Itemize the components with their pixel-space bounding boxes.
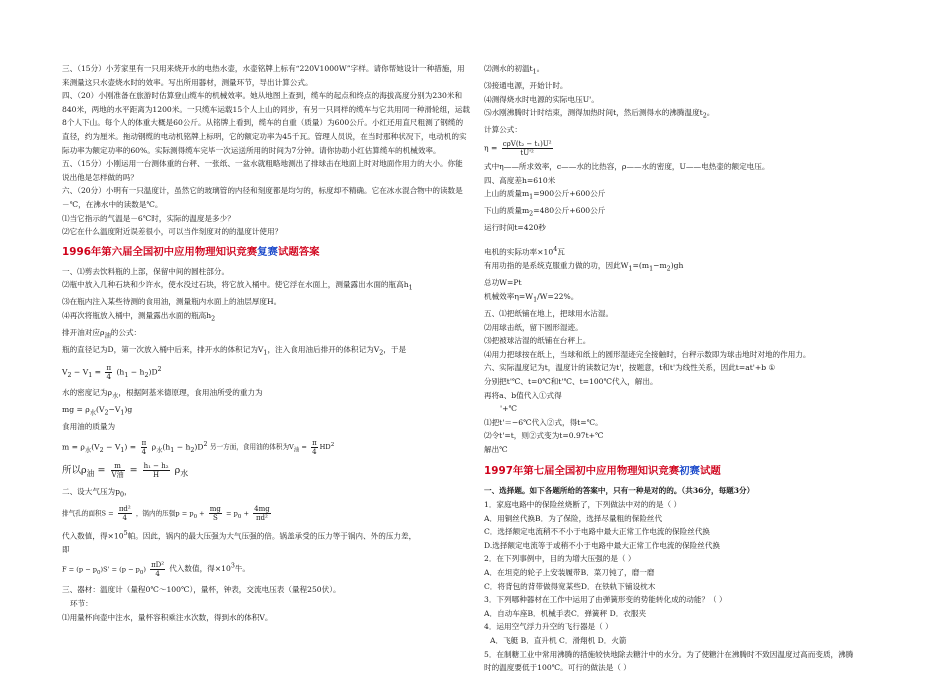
choice-q1-ab: A．用铜丝代换B．为了保险，选择尽量粗的保险丝代 — [484, 513, 663, 523]
answer-3-step-4: ⑷测得烧水时电源的实际电压U'。 — [484, 94, 599, 104]
answer-6-step-1: 六、实际温度记为t，温度计的读数记为t'，按题意，t和t'为线性关系，因此t=at'+b ① — [484, 363, 776, 373]
answer-4-useful-work: 有用功指的是系统克服重力做的功，因此$W_1=(m_1-m_2)gh$ — [484, 261, 684, 273]
answer-3-step-3: ⑶接通电源，开始计时。 — [484, 81, 568, 91]
answer-6-step-2: 分别把t'℃、t=0℃和t'℃、t=100℃代入，解出。 — [484, 376, 658, 386]
answer-section-title — [62, 243, 470, 261]
answer-1-step-8: mg = $\rho_水(V_2-V_1)g$ — [62, 405, 133, 417]
title-prefix: 1997年第七届全国初中应用物理知识竞赛 — [484, 465, 680, 478]
answer-3-step-5: ⑸水刚沸腾时计时结束，测得加热时间t，然后测得水的沸腾温度$t_2$。 — [484, 108, 715, 120]
formula-pressure: 排气孔的面积S = $\frac{\text{πd²}}{4}$ ，锅内的压强$p = p_0$ + $\frac{mg}{S}$ = $p_0$ + $\frac{4mg}{\text{πd²}}$ — [62, 504, 270, 522]
oil-volume-note: 另一方面，食用油的体积为$V_油$ = $\frac{\pi}{4}$ $HD^2$ — [209, 438, 335, 456]
answer-4-height: 四、高度差h=610米 — [484, 175, 556, 185]
exam-section-title — [484, 462, 854, 480]
answer-1-step-9: 食用油的质量为 — [62, 422, 116, 432]
answer-4-total-work: 总功W=Pt — [484, 278, 522, 288]
choice-q1-d: D.选择额定电流等于或稍不小于电路中最大正常工作电流的保险丝代换 — [484, 540, 721, 550]
answer-2-that-is: 即 — [62, 545, 70, 555]
formula-oil-density: 所以$\rho_油$ = $\frac{m}{\text{V油}}$ = $\frac{\text{h₁ − h₂}}{H}$ $\rho_水$ — [62, 462, 189, 480]
choice-q3: 3．下列哪种器材在工作中运用了由弹簧形变的势能转化成的动能？（ ） — [484, 595, 727, 605]
answer-2-result: 代入数值，得$\times 10^5$帕。因此，锅内的最大压强为大气压强的倍。锅盖承受的压力等于锅内、外的压力差， — [62, 530, 417, 541]
question-5: 五、（15分）小刚运用一台测体重的台秤、一张纸、一盆水就粗略地测出了排球击在地面上时对地面作用力的大小。你能说出他是怎样做的吗？ — [62, 159, 463, 182]
answer-5-step-1: 五、⑴把纸铺在地上，把球用水沾湿。 — [484, 308, 614, 318]
title-highlight: 复赛 — [257, 245, 278, 258]
choice-q2-ab: A．在坦克的轮子上安装履带B．菜刀钝了，磨一磨 — [484, 568, 655, 578]
choice-q2-cd: C．将背包的背带做得宽某些D．在铁轨下铺设枕木 — [484, 581, 656, 591]
right-column — [484, 62, 854, 675]
answer-4-down-mass: 下山的质量$m_2=480$公斤+600公斤 — [484, 206, 606, 218]
title-suffix: 试题 — [699, 465, 721, 478]
formula-label: 计算公式： — [484, 125, 522, 135]
answer-1-step-6: 瓶的直径记为D，第一次放入桶中后来，排开水的体积记为$V_1$，注入食用油后排开的体积记为$V_2$，于是 — [62, 345, 407, 357]
answer-6-step-7: 解出℃ — [484, 444, 508, 454]
answer-3-step-2: ⑵测水的初温$t_1$。 — [484, 64, 545, 76]
answer-1-step-7: 水的密度记为$\rho_水$，根据阿基米德原理，食用油所受的重力为 — [62, 387, 263, 400]
formula-volume-difference: $V_2 - V_1$ = $\frac{\pi}{4}$ $(h_1 - h_2)D^2$ — [62, 364, 162, 382]
answer-4-time: 运行时间t=420秒 — [484, 223, 546, 233]
answer-5-step-3: ⑶把被球沾湿的纸铺在台秤上。 — [484, 336, 591, 346]
answer-2-intro: 二、设大气压为$p_0$， — [62, 486, 132, 499]
formula-explanation: 式中η——所求效率，c——水的比热容，ρ——水的密度，U——电热壶的额定电压。 — [484, 162, 770, 171]
choice-q2: 2．在下列事例中，目的为增大压强的是（ ） — [484, 554, 636, 564]
answer-1-step-1: 一、⑴剪去饮料瓶的上部，保留中间的圆柱部分。 — [62, 266, 230, 276]
title-suffix: 试题答案 — [277, 245, 320, 258]
answer-3-steps-label: 环节： — [70, 598, 93, 608]
answer-1-step-5: 排开油对应$\rho_油$的公式： — [62, 328, 142, 340]
answer-1-step-3: ⑶在瓶内注入某些待测的食用油，测量瓶内水面上的油层厚度H。 — [62, 297, 282, 307]
answer-3-equipment: 三、器材：温度计（量程0℃～100℃），量杯，钟表，交流电压表（量程250伏）。 — [62, 585, 341, 595]
question-6-part-2: ⑵它在什么温度附近误差很小，可以当作刻度对的的温度计使用？ — [62, 227, 283, 237]
choice-q3-options: A．自动车座B．机械手表C．弹簧秤 D．衣服夹 — [484, 608, 647, 618]
answer-1-step-2: ⑵瓶中放入几种石块和少许水，使水没过石块，将它放入桶中。使它浮在水面上，测量露出水面的瓶高$h_1$ — [62, 280, 413, 292]
choice-q4: 4．运用空气浮力升空的飞行器是（ ） — [484, 622, 613, 632]
answer-6-step-6: ⑵令t'=t，则②式变为t=0.97t+℃ — [484, 431, 604, 441]
choice-q4-options: A．飞艇 B．直升机 C．滑翔机 D．火箭 — [490, 636, 627, 645]
title-highlight: 初赛 — [679, 465, 700, 478]
formula-oil-mass: $m = \rho_水(V_2 - V_1)$ = $\frac{\pi}{4}$ $\rho_水(h_1 - h_2)D^2$ 另一方面，食用油的体积为$V_油$ = $\frac{\pi}{4}$ $HD^2$ — [62, 438, 335, 456]
choice-section-heading: 一、选择题。如下各题所给的答案中，只有一种是对的的。（共36分，每题3分） — [484, 486, 755, 496]
question-6: 六、（20分）小明有一只温度计，虽然它的玻璃管的内径和刻度都是均匀的，标度却不精确。它在冰水混合物中的读数是－℃，在沸水中的读数是℃。 — [62, 186, 463, 209]
choice-q1: 1．家庭电路中的保险丝烧断了，下列做法中对的的是（ ） — [484, 500, 682, 510]
answer-6-step-5: ⑴把t'＝−6℃代入②式，得t=℃。 — [484, 417, 603, 427]
left-column — [62, 62, 470, 624]
answer-3-step-1: ⑴用量杯向壶中注水，量杯容积乘注水次数，得到水的体积V。 — [62, 612, 273, 622]
formula-force: $F = (p - p_0)S' = (p - p_0)$ $\frac{\text{πD²}}{4}$ 代入数值，得$\times 10^3$牛。 — [62, 560, 251, 578]
answer-6-step-3: 再将a、b值代入①式得 — [484, 390, 562, 400]
question-6-part-1: ⑴当它指示的气温是－6℃时，实际的温度是多少？ — [62, 213, 235, 223]
title-prefix: 1996年第六届全国初中应用物理知识竞赛 — [62, 245, 258, 258]
answer-4-efficiency: 机械效率$\eta=W_1/W=22\%$。 — [484, 291, 579, 304]
question-4: 四、（20）小刚准备在旅游时估算登山缆车的机械效率。她从地图上查到，缆车的起点和终点的海拔高度分别为230米和840米，两地的水平距离为1200米。一只缆车运载15个人上山的同步，有另一只同样的缆车与它共用同一种滑轮组，运载8个人下山。每个人的体重大概是60公斤。从铭牌上看到，缆车的自重（质量）为600公斤。小红还用直尺粗测了钢缆的直径，约为厘米。拖动钢缆的电动机铭牌上标明，它的额定功率为45千瓦。管理人员说，在当时那种状况下，电动机的实际功率为额定功率的60%。实际测得缆车完毕一次运送所用的时间为7分钟。请你协助小红估算缆车的机械效率。 — [62, 91, 470, 155]
formula-efficiency: η = $\frac{\text{cρV(t₂ − t₁)U²}}{\text{tU'²}}$ — [484, 140, 552, 157]
answer-6-step-4: '+℃ — [500, 404, 517, 414]
choice-q5: 5．在制糖工业中常用沸腾的措施较快地除去糖汁中的水分。为了使糖汁在沸腾时不致因温度过高而变质，沸腾时的温度要低于100℃。可行的做法是（ ） — [484, 649, 854, 673]
answer-1-step-4: ⑷再次将瓶放入桶中，测量露出水面的瓶高$h_2$ — [62, 311, 216, 323]
choice-q1-c: C．选择额定电流稍不不小于电路中最大正常工作电流的保险丝代换 — [484, 527, 711, 537]
answer-5-step-4: ⑷用力把球按在纸上，当球和纸上的圆形湿迹完全接触时，台秤示数即为球击地时对地的作用力。 — [484, 349, 811, 359]
answer-4-up-mass: 上山的质量$m_1=900$公斤+600公斤 — [484, 189, 606, 201]
question-3: 三、（15分）小芳家里有一只用来烧开水的电热水壶，水壶铭牌上标有“220V1000W”字样。请你帮她设计一种措施，用来测量这只水壶烧水时的效率。写出所用器材，测量环节，导出计算公式。 — [62, 64, 465, 87]
answer-4-power: 电机的实际功率$\times 10^4$瓦 — [484, 246, 565, 257]
answer-5-step-2: ⑵用球击纸，留下圆形湿迹。 — [484, 322, 583, 332]
